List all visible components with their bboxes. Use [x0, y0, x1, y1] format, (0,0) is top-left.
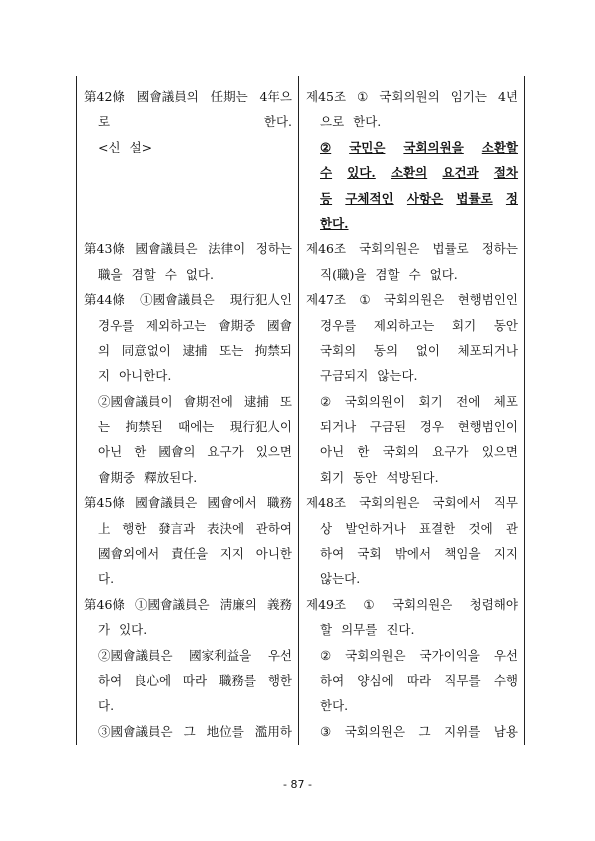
word: 체포	[493, 393, 518, 409]
word: 는	[98, 419, 111, 435]
word: 하여	[320, 672, 345, 688]
word: 겸할	[375, 266, 400, 282]
word: 4年으	[259, 89, 292, 104]
word: 第43條	[84, 241, 125, 257]
word: 상	[320, 520, 333, 536]
left-line	[84, 414, 292, 439]
word: 地位를	[206, 723, 244, 739]
word: ②	[320, 647, 332, 663]
right-line	[306, 439, 518, 464]
word: 직무를	[444, 672, 481, 688]
word: 경우	[419, 419, 444, 435]
word: 아닌	[98, 444, 123, 460]
left-line	[84, 465, 292, 490]
left-line	[84, 389, 292, 414]
word: 의	[98, 342, 111, 358]
word: 제48조	[306, 495, 347, 511]
word: <신	[98, 139, 121, 155]
word: 정	[505, 190, 518, 206]
right-line	[306, 643, 518, 668]
word: 會期전에	[183, 393, 233, 409]
word: 관	[505, 520, 518, 536]
page-number: - 87 -	[283, 778, 312, 791]
word: 국회의원은	[383, 292, 445, 308]
left-line	[84, 516, 292, 541]
word: 또	[279, 393, 292, 409]
column-divider-line	[298, 76, 299, 745]
word: 第45條	[84, 495, 125, 511]
left-line	[84, 693, 292, 718]
word: 경우를	[320, 317, 357, 333]
right-line	[306, 211, 518, 236]
word: 있으면	[255, 444, 292, 460]
left-line	[84, 719, 292, 744]
left-line	[84, 135, 292, 160]
word: 會期중	[218, 317, 256, 333]
left-line	[84, 617, 292, 642]
word: 4년	[497, 89, 518, 104]
word: 관하여	[255, 520, 292, 536]
right-line	[306, 287, 518, 312]
word: 逮捕	[243, 393, 269, 409]
word: 수	[320, 165, 333, 181]
word: 요구가	[432, 444, 469, 460]
word: 拘禁된	[125, 419, 163, 435]
word: 아니한다.	[119, 368, 172, 384]
word: 제46조	[306, 241, 347, 257]
word: 않는다.	[377, 368, 418, 384]
right-line	[306, 668, 518, 693]
right-line	[306, 693, 518, 718]
word: 동안	[493, 317, 518, 333]
word: 會期중	[98, 469, 136, 485]
word: 그	[183, 723, 196, 739]
word: ①國會議員은	[135, 596, 210, 612]
word: ②	[320, 139, 332, 155]
word: ③	[320, 723, 332, 739]
word: 우선	[267, 647, 292, 663]
right-line	[306, 414, 518, 439]
word: 法律이	[208, 241, 246, 257]
word: 表決에	[206, 520, 245, 536]
word: 있다.	[347, 165, 376, 181]
word: 다.	[98, 571, 115, 587]
word: 第44條	[84, 292, 125, 308]
left-line	[84, 313, 292, 338]
left-line	[84, 643, 292, 668]
word: 逮捕	[182, 342, 208, 358]
word: 國會의	[158, 444, 196, 460]
right-line	[306, 389, 518, 414]
word: 國會외에서	[98, 546, 160, 562]
word: 구금된	[369, 419, 407, 435]
word: 국회의원은	[359, 241, 420, 257]
word: 上	[98, 520, 111, 536]
word: 하여	[320, 546, 345, 562]
word: 또는	[219, 342, 244, 358]
left-line	[84, 439, 292, 464]
word: 없이	[415, 342, 440, 358]
word: 직무	[493, 495, 518, 511]
word: 진다.	[386, 622, 415, 638]
word: 없다.	[185, 266, 214, 282]
word: 拘禁되	[254, 342, 292, 358]
right-line	[306, 262, 518, 287]
word: 겸할	[131, 266, 156, 282]
word: 국회의원의	[379, 89, 440, 104]
word: 동안	[353, 469, 378, 485]
right-line	[306, 566, 518, 591]
word: 第46條	[84, 596, 125, 612]
word: 발언하거나	[345, 520, 406, 536]
right-line	[306, 490, 518, 515]
word: 법률로	[432, 241, 469, 257]
left-line	[84, 211, 292, 236]
word: 따라	[406, 672, 432, 688]
word: 국회의원이	[344, 393, 406, 409]
word: 同意없이	[121, 342, 171, 358]
word: 國家利益을	[189, 647, 252, 663]
word: 청렴해야	[469, 596, 518, 612]
left-line	[84, 541, 292, 566]
word: 따라	[182, 672, 208, 688]
word: 국회의	[382, 444, 419, 460]
word: 설>	[129, 139, 153, 155]
word: 現行犯人인	[229, 292, 292, 308]
right-line	[306, 516, 518, 541]
word: 국민은	[349, 139, 386, 155]
word: ①	[357, 89, 369, 104]
word: 第42條	[84, 89, 125, 104]
word: 국회의원은	[344, 723, 406, 739]
word: 국회의원은	[345, 647, 406, 663]
right-line	[306, 313, 518, 338]
right-line	[306, 109, 518, 134]
word: 의무를	[341, 622, 378, 638]
word: 지지	[493, 546, 518, 562]
word: 한다.	[320, 215, 349, 231]
word: 되거나	[320, 419, 357, 435]
right-line	[306, 592, 518, 617]
right-border-line	[524, 76, 525, 745]
word: 동의	[373, 342, 399, 358]
word: 없다.	[429, 266, 458, 282]
word: ③國會議員은	[98, 723, 173, 739]
word: 정하는	[255, 241, 292, 257]
word: 國會	[266, 317, 292, 333]
word: ②國會議員은	[98, 647, 173, 663]
word: 국회의원은	[391, 596, 453, 612]
word: ①國會議員은	[140, 292, 215, 308]
word: 지지	[219, 546, 244, 562]
word: ②國會議員이	[98, 393, 173, 409]
word: 다.	[98, 698, 115, 714]
word: 회기	[320, 469, 345, 485]
word: 책임을	[444, 546, 481, 562]
word: 사항은	[406, 190, 444, 206]
word: ①	[359, 292, 371, 308]
left-line	[84, 186, 292, 211]
word: 때에는	[178, 419, 215, 435]
word: 행한	[267, 672, 292, 688]
word: 남용	[493, 723, 518, 739]
word: 義務	[266, 596, 292, 612]
word: 아닌	[320, 444, 345, 460]
left-line	[84, 236, 292, 261]
word: 지	[98, 368, 111, 384]
word: 국회	[357, 546, 382, 562]
left-line	[84, 160, 292, 185]
left-line	[84, 287, 292, 312]
word: 국회에서	[432, 495, 481, 511]
word: 있으면	[481, 444, 518, 460]
word: 한다.	[263, 114, 292, 130]
word: 로	[98, 114, 111, 130]
word: 國會議員은	[135, 241, 198, 257]
word: 淸廉의	[219, 596, 257, 612]
word: 수행	[493, 672, 518, 688]
word: 국가이익을	[419, 647, 480, 663]
left-line	[84, 668, 292, 693]
word: 으로	[320, 114, 345, 130]
right-line	[306, 617, 518, 642]
word: ①	[363, 596, 375, 612]
word: 현행범인이	[457, 419, 518, 435]
word: 發言과	[158, 520, 196, 536]
word: 하여	[98, 672, 123, 688]
word: 國會議員은	[135, 495, 198, 511]
word: 우선	[493, 647, 518, 663]
word: 한다.	[353, 114, 382, 130]
word: 행한	[122, 520, 147, 536]
old-text-column	[84, 84, 292, 744]
word: 職務를	[218, 672, 256, 688]
word: 구체적인	[345, 190, 394, 206]
word: 제49조	[306, 596, 347, 612]
word: 소환할	[481, 139, 518, 155]
word: 지위를	[444, 723, 481, 739]
right-line	[306, 186, 518, 211]
word: 체포되거나	[457, 342, 518, 358]
word: 職務	[266, 495, 292, 511]
word: 국회의원을	[403, 139, 464, 155]
word: 제외하고는	[145, 317, 207, 333]
word: 責任을	[171, 546, 209, 562]
word: 釋放된다.	[144, 469, 198, 485]
word: 現行犯人이	[229, 419, 292, 435]
word: 濫用하	[254, 723, 292, 739]
word: 한	[134, 444, 147, 460]
right-line	[306, 135, 518, 160]
word: 한다.	[320, 698, 349, 714]
word: 직(職)을	[320, 266, 367, 282]
word: 제45조	[306, 89, 347, 104]
word: 등	[320, 190, 333, 206]
word: 회기	[452, 317, 477, 333]
word: 구금되지	[320, 368, 369, 384]
word: 것에	[468, 520, 493, 536]
left-border-line	[76, 76, 77, 745]
word: 회기	[418, 393, 443, 409]
left-line	[84, 363, 292, 388]
word: 석방된다.	[386, 469, 439, 485]
left-line	[84, 490, 292, 515]
word: 경우를	[98, 317, 135, 333]
word: 任期는	[210, 89, 248, 104]
left-line	[84, 592, 292, 617]
left-line	[84, 566, 292, 591]
word: 표결한	[419, 520, 456, 536]
left-line	[84, 84, 292, 109]
word: 소환의	[390, 165, 428, 181]
word: ②	[320, 393, 332, 409]
word: 현행범인인	[457, 292, 518, 308]
word: 國會에서	[207, 495, 257, 511]
word: 않는다.	[320, 571, 361, 587]
word: 요건과	[442, 165, 479, 181]
word: 가	[98, 622, 111, 638]
word: 법률로	[456, 190, 493, 206]
word: 정하는	[481, 241, 518, 257]
left-line	[84, 338, 292, 363]
right-line	[306, 338, 518, 363]
word: 제외하고는	[373, 317, 435, 333]
word: 제47조	[306, 292, 347, 308]
word: 수	[408, 266, 421, 282]
word: 아니한	[255, 546, 292, 562]
word: 한	[357, 444, 370, 460]
right-line	[306, 236, 518, 261]
word: 수	[164, 266, 177, 282]
right-line	[306, 465, 518, 490]
word: 있다.	[119, 622, 148, 638]
word: 그	[418, 723, 431, 739]
word: 임기는	[450, 89, 487, 104]
right-line	[306, 719, 518, 744]
revised-text-column	[306, 84, 518, 744]
word: 職을	[98, 266, 123, 282]
word: 양심에	[357, 672, 394, 688]
right-line	[306, 541, 518, 566]
right-line	[306, 84, 518, 109]
word: 국회의원은	[359, 495, 420, 511]
word: 국회의	[320, 342, 357, 358]
word: 良心에	[134, 672, 172, 688]
word: 國會議員의	[136, 89, 199, 104]
left-line	[84, 262, 292, 287]
word: 절차	[493, 165, 518, 181]
word: 밖에서	[394, 546, 432, 562]
word: 요구가	[207, 444, 244, 460]
word: 할	[320, 622, 333, 638]
left-line	[84, 109, 292, 134]
word: 전에	[456, 393, 481, 409]
right-line	[306, 160, 518, 185]
right-line	[306, 363, 518, 388]
